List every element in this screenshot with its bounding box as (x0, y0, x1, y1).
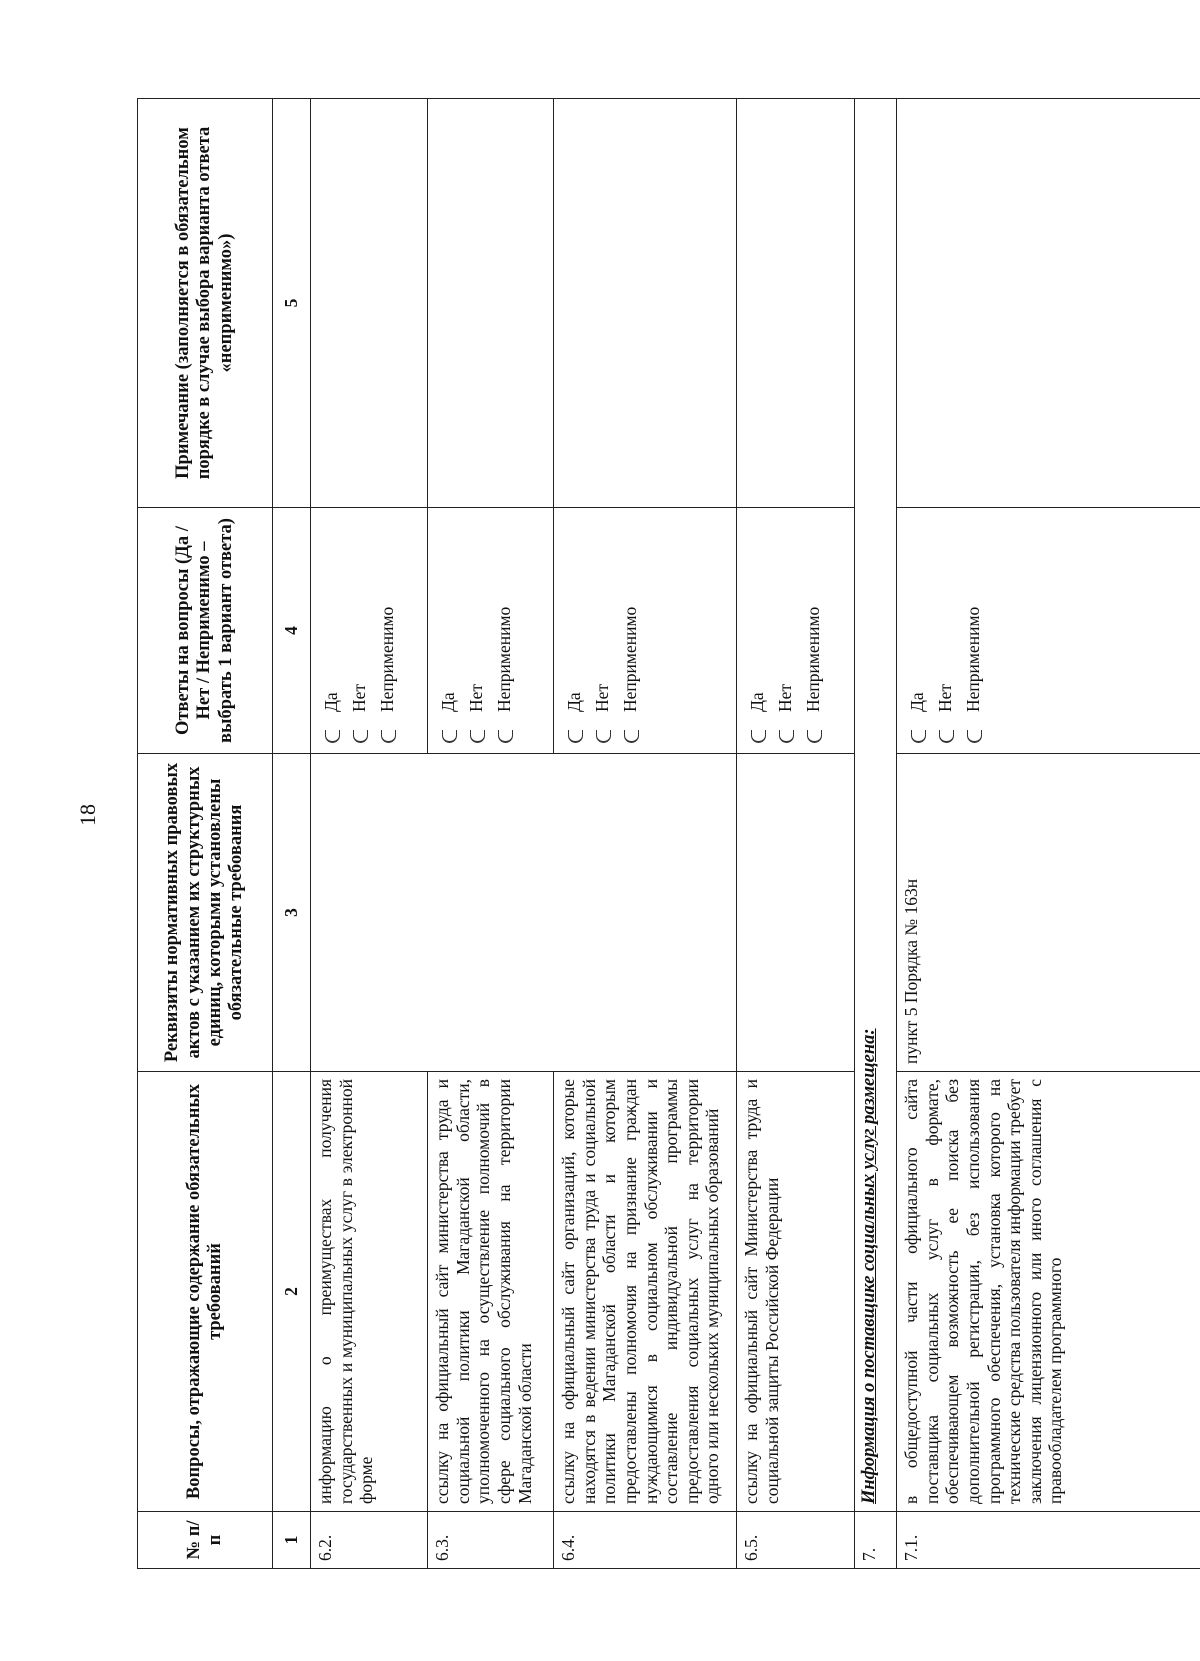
row-number: 6.3. (428, 1512, 554, 1569)
answer-options (897, 508, 1200, 754)
requirements-table (137, 98, 1200, 1569)
column-number-row (273, 99, 311, 1569)
page-number: 18 (75, 804, 100, 826)
section-number: 7. (855, 1512, 897, 1569)
table-header-row (138, 99, 273, 1569)
radio-icon[interactable] (442, 730, 457, 743)
answer-options (428, 508, 554, 754)
radio-icon[interactable] (807, 730, 822, 743)
row-requisites (737, 754, 855, 1072)
radio-icon[interactable] (911, 730, 926, 743)
row-requisites (311, 754, 737, 1072)
header-answers: Ответы на вопросы (Да / Нет / Неприменимо – выбрать 1 вариант ответа) (138, 508, 273, 754)
answer-option-no[interactable]: Нет (345, 515, 373, 743)
answer-options (554, 508, 737, 754)
section-row (855, 99, 897, 1569)
radio-icon[interactable] (470, 730, 485, 743)
column-number: 2 (273, 1072, 311, 1512)
row-number: 6.5. (737, 1512, 855, 1569)
header-question: Вопросы, отражающие содержание обязательных требований (138, 1072, 273, 1512)
answer-option-yes[interactable]: Да (903, 515, 931, 743)
radio-icon[interactable] (751, 730, 766, 743)
row-note[interactable] (897, 99, 1200, 508)
row-number: 6.2. (311, 1512, 428, 1569)
radio-icon[interactable] (779, 730, 794, 743)
answer-option-yes[interactable]: Да (317, 515, 345, 743)
row-question: информацию о преимуществах получения государственных и муниципальных услуг в электронной форме (311, 1072, 428, 1512)
radio-icon[interactable] (353, 730, 368, 743)
answer-option-yes[interactable]: Да (560, 515, 588, 743)
column-number: 4 (273, 508, 311, 754)
answer-option-na[interactable]: Неприменимо (490, 515, 518, 743)
column-number: 3 (273, 754, 311, 1072)
table-row (311, 99, 428, 1569)
radio-icon[interactable] (624, 730, 639, 743)
header-requisites: Реквизиты нормативных правовых актов с указанием их структурных единиц, которыми установлены обязательные требования (138, 754, 273, 1072)
row-requisites: пункт 5 Порядка № 163н (897, 754, 1200, 1072)
rotated-table-container (137, 99, 1200, 1569)
row-question: в общедоступной части официального сайта поставщика социальных услуг в формате, обеспечивающем возможность ее поиска без дополнительной регистрации, без использования программного обеспечения, установка которого на технические средства пользователя информации требует заключения лицензионного или иного соглашения с правообладателем программного (897, 1072, 1200, 1512)
radio-icon[interactable] (596, 730, 611, 743)
header-number: № п/п (138, 1512, 273, 1569)
radio-icon[interactable] (381, 730, 396, 743)
row-question: ссылку на официальный сайт организаций, которые находятся в ведении министерства труда и социальной политики Магаданской области и которым предоставлены полномочия на признание граждан нуждающимися в социальном обслуживании и составление индивидуальной программы предоставления социальных услуг на территории одного или нескольких муниципальных образований (554, 1072, 737, 1512)
answer-option-no[interactable]: Нет (931, 515, 959, 743)
row-number: 7.1. (897, 1512, 1200, 1569)
answer-option-yes[interactable]: Да (434, 515, 462, 743)
radio-icon[interactable] (325, 730, 340, 743)
table-row (897, 99, 1200, 1569)
column-number: 5 (273, 99, 311, 508)
answer-options (311, 508, 428, 754)
answer-option-na[interactable]: Неприменимо (799, 515, 827, 743)
answer-option-no[interactable]: Нет (588, 515, 616, 743)
row-note[interactable] (428, 99, 554, 508)
answer-option-na[interactable]: Неприменимо (959, 515, 987, 743)
row-note[interactable] (311, 99, 428, 508)
radio-icon[interactable] (939, 730, 954, 743)
radio-icon[interactable] (568, 730, 583, 743)
answer-option-no[interactable]: Нет (462, 515, 490, 743)
section-title: Информация о поставщике социальных услуг размещена: (855, 99, 897, 1512)
row-note[interactable] (737, 99, 855, 508)
row-number: 6.4. (554, 1512, 737, 1569)
table-row (737, 99, 855, 1569)
row-note[interactable] (554, 99, 737, 508)
row-question: ссылку на официальный сайт министерства труда и социальной политики Магаданской области, уполномоченного на осуществление полномочий в сфере социального обслуживания на территории Магаданской области (428, 1072, 554, 1512)
answer-option-na[interactable]: Неприменимо (373, 515, 401, 743)
header-note: Примечание (заполняется в обязательном порядке в случае выбора варианта ответа «неприменимо») (138, 99, 273, 508)
answer-options (737, 508, 855, 754)
radio-icon[interactable] (967, 730, 982, 743)
answer-option-yes[interactable]: Да (743, 515, 771, 743)
answer-option-na[interactable]: Неприменимо (616, 515, 644, 743)
row-question: ссылку на официальный сайт Министерства труда и социальной защиты Российской Федерации (737, 1072, 855, 1512)
column-number: 1 (273, 1512, 311, 1569)
answer-option-no[interactable]: Нет (771, 515, 799, 743)
radio-icon[interactable] (498, 730, 513, 743)
